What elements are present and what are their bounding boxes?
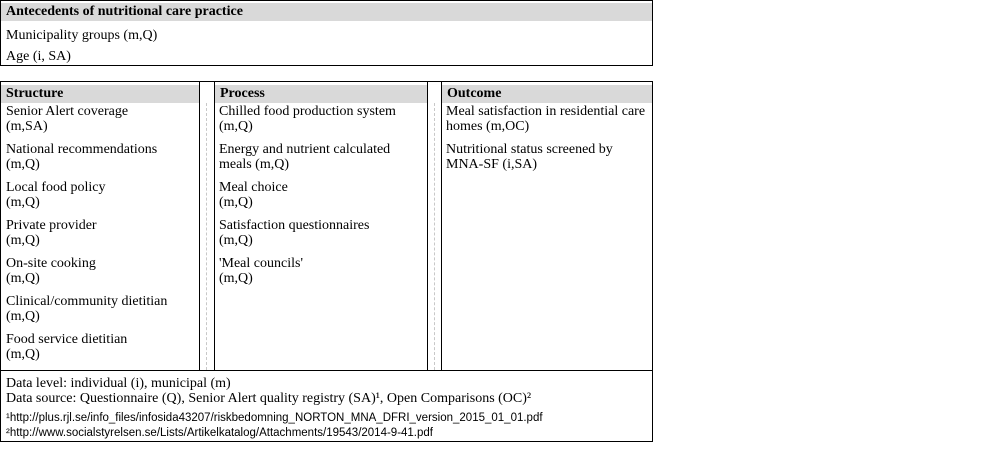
structure-item: National recommendations (m,Q)	[6, 142, 158, 172]
process-header: Process	[215, 85, 427, 103]
column-divider	[441, 81, 442, 371]
structure-item: Private provider (m,Q)	[6, 218, 97, 248]
gap-separator	[206, 103, 207, 370]
gap-separator	[434, 103, 435, 370]
column-divider	[199, 81, 200, 371]
process-item: Chilled food production system (m,Q)	[219, 104, 396, 134]
footer-divider	[0, 370, 653, 371]
structure-item: Local food policy (m,Q)	[6, 180, 106, 210]
column-divider	[214, 81, 215, 371]
column-divider	[427, 81, 428, 371]
outcome-header: Outcome	[442, 85, 652, 103]
antecedents-header: Antecedents of nutritional care practice	[1, 3, 652, 21]
footer-reference-1: ¹http://plus.rjl.se/info_files/infosida43207/riskbedomning_NORTON_MNA_DFRI_version_2015_01_01.pdf	[6, 412, 543, 424]
footer-reference-2: ²http://www.socialstyrelsen.se/Lists/Artikelkatalog/Attachments/19543/2014-9-41.pdf	[6, 427, 433, 439]
outcome-item: Nutritional status screened by MNA-SF (i,SA)	[446, 142, 613, 172]
structure-item: Senior Alert coverage (m,SA)	[6, 104, 129, 134]
process-item: Satisfaction questionnaires (m,Q)	[219, 218, 370, 248]
structure-header: Structure	[1, 85, 199, 103]
antecedent-item-age: Age (i, SA)	[6, 49, 71, 64]
process-item: Meal choice (m,Q)	[219, 180, 288, 210]
structure-item: On-site cooking (m,Q)	[6, 256, 96, 286]
process-item: Energy and nutrient calculated meals (m,Q)	[219, 142, 391, 172]
process-item: 'Meal councils' (m,Q)	[219, 256, 303, 286]
structure-item: Food service dietitian (m,Q)	[6, 332, 128, 362]
antecedent-item-municipality: Municipality groups (m,Q)	[6, 28, 158, 43]
outcome-item: Meal satisfaction in residential care homes (m,OC)	[446, 104, 646, 134]
footer-data-level: Data level: individual (i), municipal (m)	[6, 376, 231, 391]
footer-data-source: Data source: Questionnaire (Q), Senior Alert quality registry (SA)¹, Open Comparisons (OC)²	[6, 391, 532, 406]
structure-item: Clinical/community dietitian (m,Q)	[6, 294, 168, 324]
